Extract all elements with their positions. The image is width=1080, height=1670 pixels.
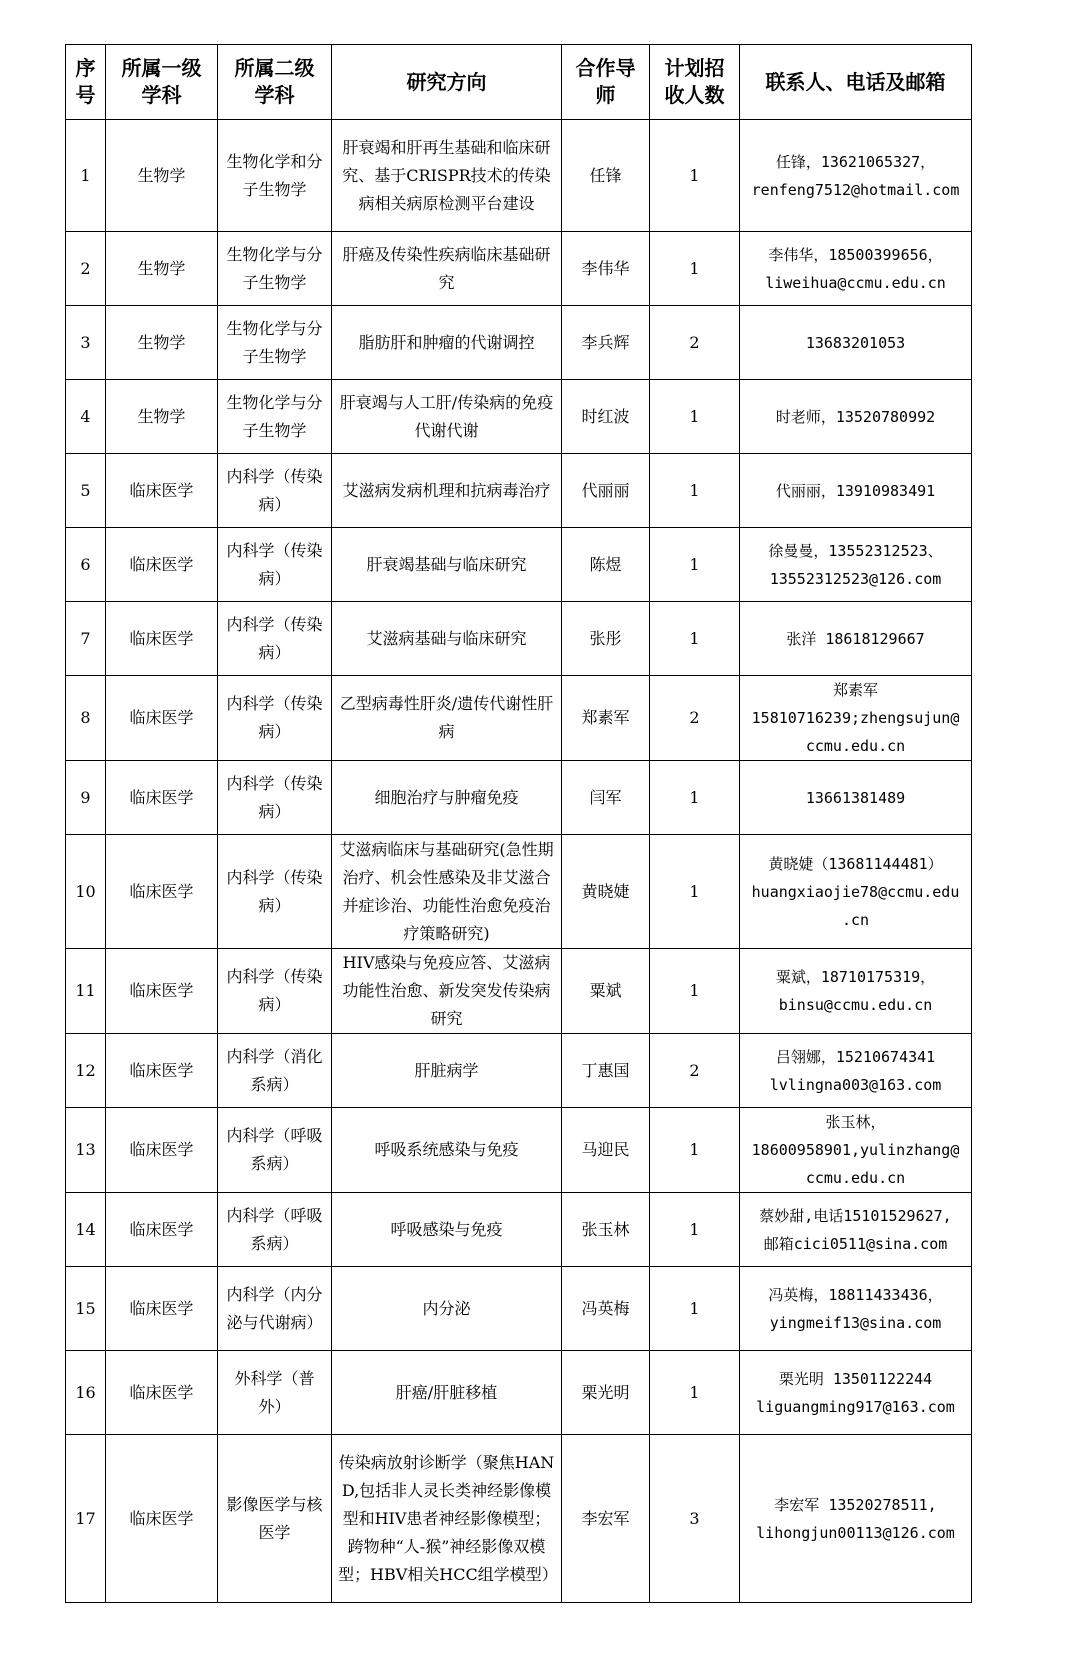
research-direction-cell: 肝癌/肝脏移植 — [332, 1351, 562, 1435]
level1-discipline-cell: 临床医学 — [106, 1435, 218, 1603]
table-row — [66, 949, 972, 1034]
contact-line: liguangming917@163.com — [756, 1397, 955, 1416]
contact-cell — [740, 1435, 972, 1603]
advisor-cell: 闫军 — [562, 761, 650, 835]
table-row — [66, 1108, 972, 1193]
research-direction-cell: 肝衰竭基础与临床研究 — [332, 528, 562, 602]
research-direction-cell: 呼吸感染与免疫 — [332, 1193, 562, 1267]
contact-line: 任锋，13621065327， — [775, 152, 936, 171]
contact-line: ccmu.edu.cn — [805, 1169, 906, 1187]
advisor-cell: 张彤 — [562, 602, 650, 676]
research-direction-cell: 呼吸系统感染与免疫 — [332, 1108, 562, 1193]
level2-discipline-cell: 内科学（传染病） — [218, 835, 332, 949]
quota-cell: 1 — [650, 380, 740, 454]
level2-discipline-cell: 内科学（传染病） — [218, 761, 332, 835]
contact-cell — [740, 454, 972, 528]
research-direction-cell: 细胞治疗与肿瘤免疫 — [332, 761, 562, 835]
contact-line: 冯英梅，18811433436， — [768, 1285, 943, 1304]
recruitment-table-page — [65, 44, 971, 1603]
advisor-cell: 栗光明 — [562, 1351, 650, 1435]
level2-discipline-cell: 内科学（传染病） — [218, 676, 332, 761]
quota-cell: 1 — [650, 454, 740, 528]
row-id-cell: 13 — [66, 1108, 106, 1193]
level2-discipline-cell: 生物化学和分子生物学 — [218, 120, 332, 232]
quota-cell: 1 — [650, 761, 740, 835]
contact-line: binsu@ccmu.edu.cn — [778, 996, 933, 1014]
contact-cell — [740, 232, 972, 306]
level1-discipline-cell: 临床医学 — [106, 454, 218, 528]
level1-discipline-cell: 临床医学 — [106, 1193, 218, 1267]
contact-line: 13683201053 — [805, 333, 906, 352]
level2-discipline-cell: 影像医学与核医学 — [218, 1435, 332, 1603]
row-id-cell: 7 — [66, 602, 106, 676]
table-row — [66, 306, 972, 380]
row-id-cell: 17 — [66, 1435, 106, 1603]
row-id-cell: 10 — [66, 835, 106, 949]
research-direction-cell: 传染病放射诊断学（聚焦HAND,包括非人灵长类神经影像模型和HIV患者神经影像模型；跨物种“人-猴”神经影像双模型；HBV相关HCC组学模型） — [332, 1435, 562, 1603]
quota-cell: 1 — [650, 835, 740, 949]
contact-line: 蔡妙甜,电话15101529627, — [759, 1206, 952, 1225]
level2-discipline-cell: 内科学（传染病） — [218, 454, 332, 528]
research-direction-cell: 内分泌 — [332, 1267, 562, 1351]
level2-discipline-cell: 生物化学与分子生物学 — [218, 306, 332, 380]
level2-discipline-cell: 外科学（普外） — [218, 1351, 332, 1435]
table-row — [66, 528, 972, 602]
advisor-cell: 代丽丽 — [562, 454, 650, 528]
advisor-cell: 黄晓婕 — [562, 835, 650, 949]
contact-cell — [740, 1108, 972, 1193]
row-id-cell: 3 — [66, 306, 106, 380]
quota-cell: 1 — [650, 1267, 740, 1351]
contact-cell — [740, 380, 972, 454]
level1-discipline-cell: 临床医学 — [106, 1034, 218, 1108]
table-row — [66, 1034, 972, 1108]
level2-discipline-cell: 内科学（消化系病） — [218, 1034, 332, 1108]
contact-line: 张玉林， — [825, 1113, 886, 1131]
research-direction-cell: 脂肪肝和肿瘤的代谢调控 — [332, 306, 562, 380]
header-quota: 计划招 收人数 — [650, 45, 740, 120]
recruitment-table — [65, 44, 972, 1603]
advisor-cell: 任锋 — [562, 120, 650, 232]
quota-cell: 1 — [650, 1193, 740, 1267]
contact-line: liweihua@ccmu.edu.cn — [765, 273, 946, 292]
quota-cell: 1 — [650, 1108, 740, 1193]
contact-line: 张洋 18618129667 — [786, 629, 925, 648]
contact-line: 13552312523@126.com — [769, 569, 942, 588]
table-row — [66, 120, 972, 232]
header-id: 序 号 — [66, 45, 106, 120]
table-row — [66, 761, 972, 835]
level2-discipline-cell: 内科学（呼吸系病） — [218, 1108, 332, 1193]
contact-line: 李伟华，18500399656， — [768, 245, 943, 264]
quota-cell: 2 — [650, 1034, 740, 1108]
contact-cell — [740, 528, 972, 602]
level1-discipline-cell: 临床医学 — [106, 676, 218, 761]
contact-cell — [740, 1193, 972, 1267]
advisor-cell: 粟斌 — [562, 949, 650, 1034]
contact-cell — [740, 676, 972, 761]
contact-cell — [740, 1267, 972, 1351]
level1-discipline-cell: 临床医学 — [106, 528, 218, 602]
contact-line: ccmu.edu.cn — [805, 737, 906, 755]
advisor-cell: 冯英梅 — [562, 1267, 650, 1351]
contact-line: 代丽丽，13910983491 — [775, 481, 936, 500]
advisor-cell: 陈煜 — [562, 528, 650, 602]
advisor-cell: 郑素军 — [562, 676, 650, 761]
row-id-cell: 9 — [66, 761, 106, 835]
contact-line: 黄晓婕（13681144481） — [768, 854, 943, 873]
header-contact: 联系人、电话及邮箱 — [740, 45, 972, 120]
level1-discipline-cell: 临床医学 — [106, 761, 218, 835]
row-id-cell: 5 — [66, 454, 106, 528]
contact-line: 郑素军 — [832, 681, 878, 699]
quota-cell: 1 — [650, 232, 740, 306]
quota-cell: 1 — [650, 949, 740, 1034]
table-row — [66, 1351, 972, 1435]
row-id-cell: 1 — [66, 120, 106, 232]
advisor-cell: 李兵辉 — [562, 306, 650, 380]
contact-cell — [740, 120, 972, 232]
research-direction-cell: 艾滋病基础与临床研究 — [332, 602, 562, 676]
contact-line: yingmeif13@sina.com — [769, 1313, 942, 1332]
level1-discipline-cell: 生物学 — [106, 232, 218, 306]
level2-discipline-cell: 内科学（传染病） — [218, 949, 332, 1034]
contact-line: 18600958901,yulinzhang@ — [751, 1141, 960, 1159]
contact-line: 李宏军 13520278511, — [774, 1495, 937, 1514]
contact-line: 栗光明 13501122244 — [778, 1369, 933, 1388]
contact-line: 时老师，13520780992 — [775, 407, 936, 426]
level1-discipline-cell: 生物学 — [106, 380, 218, 454]
quota-cell: 2 — [650, 676, 740, 761]
contact-line: 邮箱cici0511@sina.com — [763, 1234, 948, 1253]
contact-line: lihongjun00113@126.com — [756, 1523, 955, 1542]
header-advisor: 合作导 师 — [562, 45, 650, 120]
level1-discipline-cell: 生物学 — [106, 120, 218, 232]
table-row — [66, 1193, 972, 1267]
table-row — [66, 1435, 972, 1603]
contact-line: huangxiaojie78@ccmu.edu — [751, 882, 960, 901]
contact-cell — [740, 1351, 972, 1435]
contact-line: .cn — [841, 910, 870, 929]
advisor-cell: 时红波 — [562, 380, 650, 454]
row-id-cell: 11 — [66, 949, 106, 1034]
contact-line: 粟斌，18710175319， — [775, 968, 936, 986]
contact-line: 13661381489 — [805, 788, 906, 807]
header-level2-discipline: 所属二级 学科 — [218, 45, 332, 120]
row-id-cell: 8 — [66, 676, 106, 761]
advisor-cell: 李宏军 — [562, 1435, 650, 1603]
quota-cell: 2 — [650, 306, 740, 380]
contact-line: lvlingna003@163.com — [769, 1075, 942, 1094]
contact-line: 15810716239;zhengsujun@ — [751, 709, 960, 727]
quota-cell: 1 — [650, 602, 740, 676]
row-id-cell: 6 — [66, 528, 106, 602]
header-level1-discipline: 所属一级 学科 — [106, 45, 218, 120]
table-body — [66, 120, 972, 1603]
row-id-cell: 2 — [66, 232, 106, 306]
level2-discipline-cell: 内科学（传染病） — [218, 602, 332, 676]
contact-cell — [740, 949, 972, 1034]
level2-discipline-cell: 内科学（呼吸系病） — [218, 1193, 332, 1267]
advisor-cell: 张玉林 — [562, 1193, 650, 1267]
research-direction-cell: 肝衰竭和肝再生基础和临床研究、基于CRISPR技术的传染病相关病原检测平台建设 — [332, 120, 562, 232]
contact-cell — [740, 835, 972, 949]
table-row — [66, 380, 972, 454]
level2-discipline-cell: 生物化学与分子生物学 — [218, 232, 332, 306]
level1-discipline-cell: 临床医学 — [106, 949, 218, 1034]
level2-discipline-cell: 生物化学与分子生物学 — [218, 380, 332, 454]
contact-line: renfeng7512@hotmail.com — [751, 180, 960, 199]
quota-cell: 1 — [650, 1351, 740, 1435]
research-direction-cell: 肝衰竭与人工肝/传染病的免疫代谢代谢 — [332, 380, 562, 454]
table-row — [66, 454, 972, 528]
table-row — [66, 835, 972, 949]
contact-line: 吕翎娜，15210674341 — [775, 1047, 936, 1066]
quota-cell: 3 — [650, 1435, 740, 1603]
level1-discipline-cell: 生物学 — [106, 306, 218, 380]
research-direction-cell: 肝癌及传染性疾病临床基础研究 — [332, 232, 562, 306]
table-row — [66, 232, 972, 306]
level1-discipline-cell: 临床医学 — [106, 1351, 218, 1435]
header-research-direction: 研究方向 — [332, 45, 562, 120]
row-id-cell: 14 — [66, 1193, 106, 1267]
row-id-cell: 12 — [66, 1034, 106, 1108]
contact-cell — [740, 1034, 972, 1108]
level1-discipline-cell: 临床医学 — [106, 835, 218, 949]
contact-line: 徐曼曼，13552312523、 — [768, 541, 943, 560]
table-row — [66, 602, 972, 676]
table-row — [66, 676, 972, 761]
table-header-row — [66, 45, 972, 120]
level1-discipline-cell: 临床医学 — [106, 602, 218, 676]
table-row — [66, 1267, 972, 1351]
row-id-cell: 15 — [66, 1267, 106, 1351]
level1-discipline-cell: 临床医学 — [106, 1108, 218, 1193]
research-direction-cell: 艾滋病发病机理和抗病毒治疗 — [332, 454, 562, 528]
row-id-cell: 16 — [66, 1351, 106, 1435]
research-direction-cell: HIV感染与免疫应答、艾滋病功能性治愈、新发突发传染病研究 — [332, 949, 562, 1034]
research-direction-cell: 乙型病毒性肝炎/遗传代谢性肝病 — [332, 676, 562, 761]
contact-cell — [740, 761, 972, 835]
row-id-cell: 4 — [66, 380, 106, 454]
research-direction-cell: 艾滋病临床与基础研究(急性期治疗、机会性感染及非艾滋合并症诊治、功能性治愈免疫治疗策略研究) — [332, 835, 562, 949]
advisor-cell: 马迎民 — [562, 1108, 650, 1193]
quota-cell: 1 — [650, 528, 740, 602]
contact-cell — [740, 306, 972, 380]
research-direction-cell: 肝脏病学 — [332, 1034, 562, 1108]
level2-discipline-cell: 内科学（传染病） — [218, 528, 332, 602]
contact-cell — [740, 602, 972, 676]
quota-cell: 1 — [650, 120, 740, 232]
level1-discipline-cell: 临床医学 — [106, 1267, 218, 1351]
advisor-cell: 丁惠国 — [562, 1034, 650, 1108]
level2-discipline-cell: 内科学（内分泌与代谢病） — [218, 1267, 332, 1351]
advisor-cell: 李伟华 — [562, 232, 650, 306]
